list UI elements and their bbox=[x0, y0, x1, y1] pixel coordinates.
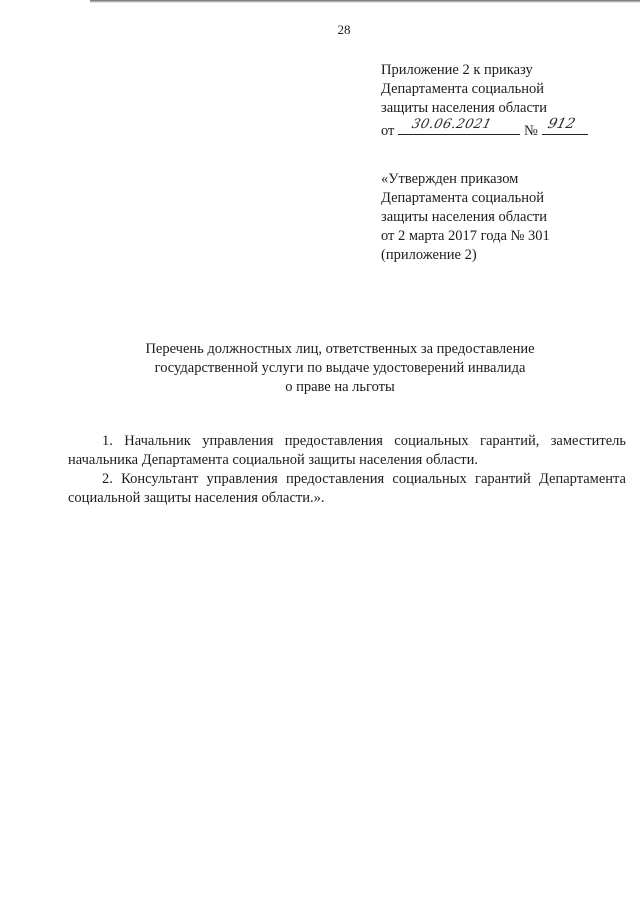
approved-line-2: Департамента социальной bbox=[381, 190, 545, 206]
title-line-3: о праве на льготы bbox=[285, 379, 395, 395]
title-line-2: государственной услуги по выдаче удостоверений инвалида bbox=[154, 360, 526, 376]
approved-line-5: (приложение 2) bbox=[381, 247, 477, 263]
appendix-line-3: защиты населения области bbox=[381, 100, 547, 116]
list-item: 1. Начальник управления предоставления социальных гарантий, заместитель начальника Департамента социальной защиты населения области. bbox=[68, 433, 626, 468]
date-blank bbox=[398, 118, 520, 135]
officials-list bbox=[68, 432, 626, 508]
handwritten-number: 912 bbox=[546, 116, 577, 132]
appendix-line-2: Департамента социальной bbox=[381, 81, 545, 97]
document-title bbox=[0, 340, 640, 397]
approved-line-1: «Утвержден приказом bbox=[381, 171, 519, 187]
handwritten-date: 30.06.2021 bbox=[410, 117, 494, 132]
approved-line-4: от 2 марта 2017 года № 301 bbox=[381, 228, 550, 244]
appendix-header bbox=[381, 61, 588, 141]
date-prefix: от bbox=[381, 123, 395, 139]
list-item: 2. Консультант управления предоставления социальных гарантий Департамента социальной защиты населения области.». bbox=[68, 471, 626, 506]
number-blank bbox=[542, 118, 588, 135]
appendix-date-line bbox=[381, 118, 588, 141]
page-number: 28 bbox=[337, 22, 351, 37]
title-line-1: Перечень должностных лиц, ответственных за предоставление bbox=[145, 341, 535, 357]
appendix-line-1: Приложение 2 к приказу bbox=[381, 62, 533, 78]
number-prefix: № bbox=[524, 123, 538, 139]
scan-top-edge bbox=[90, 0, 640, 3]
approved-stamp-text bbox=[381, 170, 550, 265]
approved-line-3: защиты населения области bbox=[381, 209, 547, 225]
